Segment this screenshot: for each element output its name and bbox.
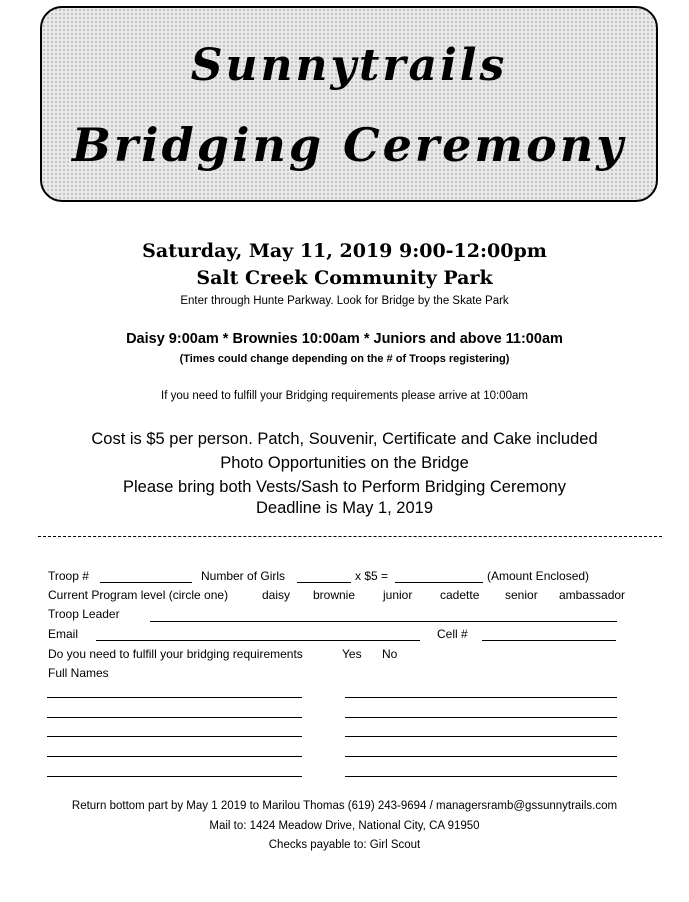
level-senior[interactable]: senior: [505, 588, 538, 602]
name-field[interactable]: [47, 764, 302, 777]
times-five-label: x $5 =: [355, 569, 389, 583]
banner-subtitle: Bridging Ceremony: [72, 118, 626, 172]
checks-payable: Checks payable to: Girl Scout: [268, 839, 421, 851]
full-names-label: Full Names: [48, 666, 109, 680]
event-schedule: Daisy 9:00am * Brownies 10:00am * Juniors and above 11:00am: [126, 331, 563, 347]
name-field[interactable]: [47, 724, 302, 737]
amount-field[interactable]: [395, 569, 483, 583]
name-field[interactable]: [345, 724, 617, 737]
troop-leader-field[interactable]: [150, 607, 617, 622]
deadline-line: Deadline is May 1, 2019: [255, 499, 434, 517]
name-field[interactable]: [345, 685, 617, 698]
mail-address: Mail to: 1424 Meadow Drive, National City, CA 91950: [209, 820, 480, 832]
bridging-no[interactable]: No: [382, 647, 398, 661]
event-directions: Enter through Hunte Parkway. Look for Bridge by the Skate Park: [180, 295, 509, 307]
number-of-girls-label: Number of Girls: [201, 569, 286, 583]
email-label: Email: [48, 627, 79, 641]
name-field[interactable]: [345, 705, 617, 718]
cost-line: Cost is $5 per person. Patch, Souvenir, Certificate and Cake included: [91, 430, 598, 448]
troop-number-field[interactable]: [100, 569, 192, 583]
level-cadette[interactable]: cadette: [440, 588, 480, 602]
cut-line-divider: [38, 536, 662, 537]
title-banner: [40, 6, 658, 202]
amount-enclosed-label: (Amount Enclosed): [487, 569, 590, 583]
fulfill-note: If you need to fulfill your Bridging requirements please arrive at 10:00am: [161, 390, 528, 402]
name-field[interactable]: [345, 764, 617, 777]
email-field[interactable]: [96, 627, 420, 641]
name-field[interactable]: [47, 705, 302, 718]
number-of-girls-field[interactable]: [297, 569, 351, 583]
event-date-time: Saturday, May 11, 2019 9:00-12:00pm: [142, 240, 547, 262]
vests-line: Please bring both Vests/Sash to Perform Bridging Ceremony: [123, 478, 566, 496]
level-brownie[interactable]: brownie: [313, 588, 356, 602]
name-field[interactable]: [47, 685, 302, 698]
cell-label: Cell #: [437, 627, 468, 641]
bridging-yes[interactable]: Yes: [342, 647, 362, 661]
return-instructions: Return bottom part by May 1 2019 to Marilou Thomas (619) 243-9694 / managersramb@gssunnytrails.com: [71, 800, 618, 812]
event-location: Salt Creek Community Park: [196, 267, 493, 289]
banner-title: Sunnytrails: [190, 40, 508, 91]
photo-line: Photo Opportunities on the Bridge: [220, 454, 469, 472]
name-field[interactable]: [345, 744, 617, 757]
level-daisy[interactable]: daisy: [262, 588, 291, 602]
troop-leader-label: Troop Leader: [48, 607, 120, 621]
schedule-note: (Times could change depending on the # of Troops registering): [179, 353, 510, 365]
level-ambassador[interactable]: ambassador: [559, 588, 626, 602]
troop-number-label: Troop #: [48, 569, 89, 583]
name-field[interactable]: [47, 744, 302, 757]
bridging-question: Do you need to fulfill your bridging requirements: [48, 647, 303, 661]
level-junior[interactable]: junior: [383, 588, 413, 602]
cell-field[interactable]: [482, 627, 616, 641]
program-level-label: Current Program level (circle one): [48, 588, 229, 602]
